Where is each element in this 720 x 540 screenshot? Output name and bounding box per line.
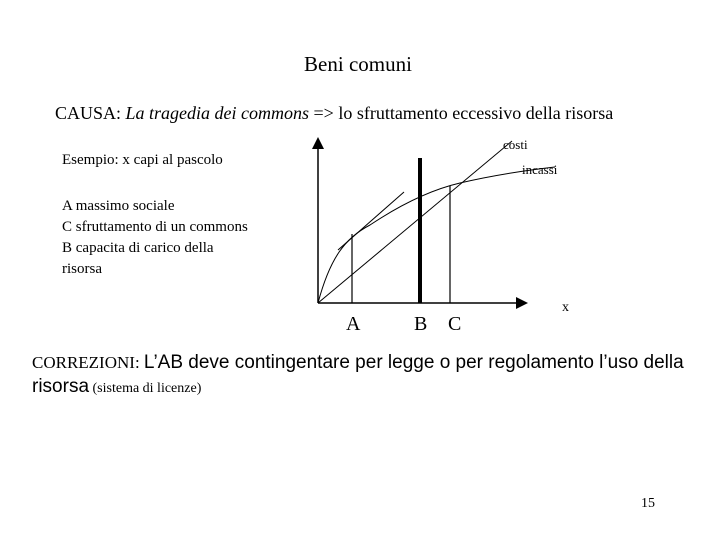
revenues-curve <box>318 167 555 303</box>
corrections-small: (sistema di licenze) <box>89 381 202 396</box>
label-c: C <box>448 313 462 335</box>
page-number: 15 <box>641 496 655 511</box>
note-b: B capacita di carico della <box>62 240 214 256</box>
costs-label: costi <box>503 137 528 152</box>
x-axis-label: x <box>562 300 569 315</box>
revenues-label: incassi <box>522 162 558 177</box>
cause-italic: La tragedia dei commons <box>125 103 310 123</box>
slide-title: Beni comuni <box>304 52 412 76</box>
label-a: A <box>346 313 361 335</box>
cause-prefix: CAUSA: <box>55 103 126 123</box>
corrections-text <box>32 351 712 401</box>
corrections-label: CORREZIONI: <box>32 353 144 372</box>
tangent-line <box>338 192 404 250</box>
cause-suffix: => lo sfruttamento eccessivo della risorsa <box>309 103 614 123</box>
note-b-cont: risorsa <box>62 261 102 277</box>
corrections-bold: L’AB deve contingentare per legge o per regolamento l’uso della risorsa <box>32 352 684 397</box>
note-a: A massimo sociale <box>62 198 175 214</box>
note-c: C sfruttamento di un commons <box>62 219 248 235</box>
costs-line <box>318 141 512 303</box>
label-b: B <box>414 313 428 335</box>
example-text: Esempio: x capi al pascolo <box>62 152 223 168</box>
